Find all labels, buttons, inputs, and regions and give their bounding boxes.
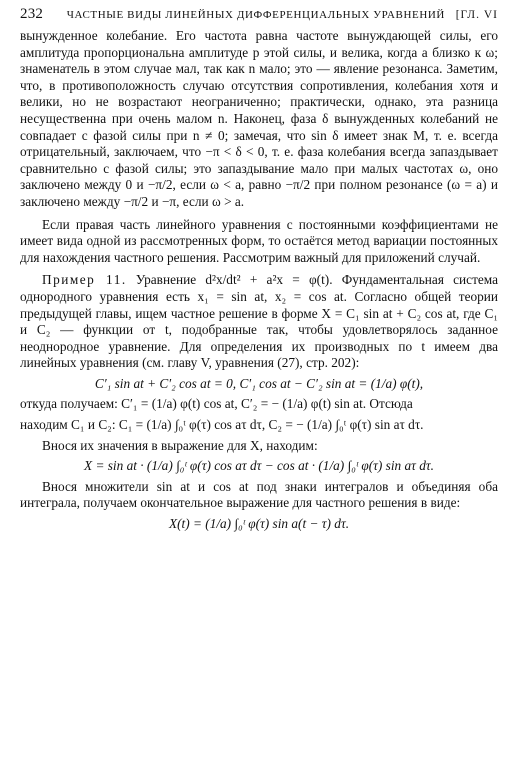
paragraph-variation-method: Если правая часть линейного уравнения с постоянными коэффициентами не имеет вида одной из рассмотренных форм, то остаётся метод вариации постоянных для нахождения частного решения. Рассмотрим важный для приложений случай. (20, 216, 498, 265)
example-text-5: Внося множители sin at и cos at под знаки интегралов и объединяя оба интеграла, получаем окончательное выражение для частного решения в виде: (20, 478, 498, 511)
equation-x-expanded: X = sin at · (1/a) ∫₀ᵗ φ(τ) cos aτ dτ − cos at · (1/a) ∫₀ᵗ φ(τ) sin aτ dτ. (84, 458, 434, 474)
example-text-3: находим C₁ и C₂: C₁ = (1/a) ∫₀ᵗ φ(τ) cos aτ dτ, C₂ = − (1/a) ∫₀ᵗ φ(τ) sin aτ dτ. (20, 417, 424, 433)
example-label: Пример 11. (42, 272, 127, 288)
equation-x-final: X(t) = (1/a) ∫₀ᵗ φ(τ) sin a(t − τ) dτ. (168, 516, 350, 532)
example-text-4: Внося их значения в выражение для X, находим: (42, 437, 318, 453)
page-number: 232 (20, 6, 44, 22)
example-text-1: Уравнение d²x/dt² + a²x = φ(t). Фундаментальная система однородного уравнения есть x₁ = sin at, x₂ = cos at. Согласно общей теории предыдущей главы, ищем частное решение в форме X = C₁ sin at + C₂ cos at, где C₁ и C₂ — функции от t, подобранные так, чтобы удовлетворялось заданное неоднородное уравнение. Для определения их производных по t имеем два линейных уравнения (см. главу V, уравнения (27), стр. 202): (20, 272, 499, 371)
example-text-2: откуда получаем: C′₁ = (1/a) φ(t) cos at, C′₂ = − (1/a) φ(t) sin at. Отсюда (20, 396, 413, 412)
equation-system: C′₁ sin at + C′₂ cos at = 0, C′₁ cos at − C′₂ sin at = (1/a) φ(t), (94, 375, 424, 391)
paragraph-resonance: вынужденное колебание. Его частота равна частоте вынуждающей силы, его амплитуда пропорциональна амплитуде p этой силы, и велика, когда a близко к ω; знаменатель в этом случае мал, так как n мало; это — явление резонанса. Заметим, что, в противоположность случаю отсутствия сопротивления, колебания хотя и велики, но не возрастают неограниченно; практически, однако, эта разница несущественна при очень малом n. Наконец, фаза δ вынужденных колебаний не совпадает с фазой силы при n ≠ 0; замечая, что sin δ имеет знак M, т. е. всегда отрицательный, заключаем, что −π < δ < 0, т. е. фаза колебания всегда запаздывает сравнительно с фазой силы; это запаздывание мало при малых частотах ω, оно заключено между 0 и −π/2, если ω < a, равно −π/2 при полном резонансе (ω = a) и заключено между −π/2 и −π, если ω > a. (20, 28, 498, 209)
running-title: ЧАСТНЫЕ ВИДЫ ЛИНЕЙНЫХ ДИФФЕРЕНЦИАЛЬНЫХ УРАВНЕНИЙ (66, 9, 445, 21)
chapter-marker: [ГЛ. VI (455, 9, 498, 21)
example-11-intro (20, 272, 498, 372)
page-header (20, 6, 498, 28)
